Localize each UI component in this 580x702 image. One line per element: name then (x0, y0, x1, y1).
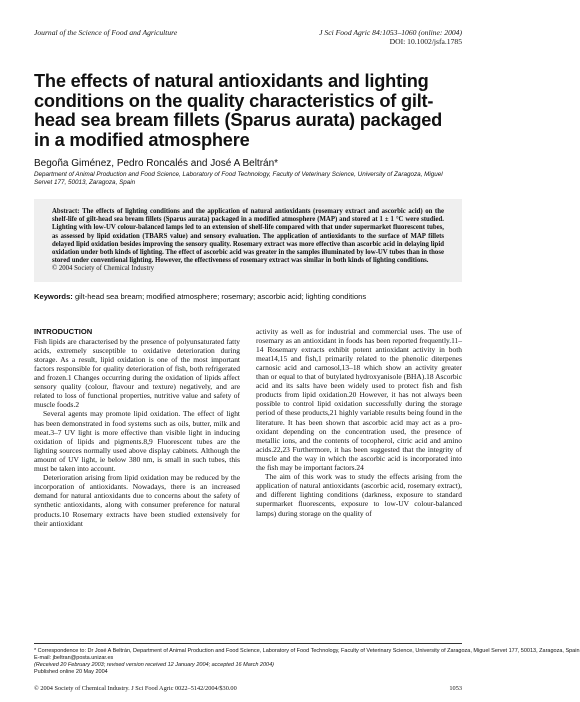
right-column (256, 327, 462, 528)
abstract-copyright: © 2004 Society of Chemical Industry (52, 265, 155, 273)
published-online: Published online 20 May 2004 (34, 668, 108, 675)
author-list: Begoña Giménez, Pedro Roncalés and José A Beltrán* (34, 158, 279, 169)
journal-citation: J Sci Food Agric 84:1053–1060 (online: 2004) (319, 28, 462, 37)
doi: DOI: 10.1002/jsfa.1785 (389, 37, 462, 46)
abstract-box (34, 199, 462, 282)
left-column (34, 327, 240, 528)
correspondence-note: * Correspondence to: Dr José A Beltrán, Department of Animal Production and Food Science, Laboratory of Food Technology, Faculty of Veterinary Science, University of Zaragoza, Miguel Servet 177, 50013, Zaragoza, Spain (34, 648, 580, 654)
section-heading-introduction: INTRODUCTION (34, 326, 93, 336)
author-affiliation: Department of Animal Production and Food Science, Laboratory of Food Technology, Faculty of Veterinary Science, University of Zaragoza, Miguel Servet 177, 50013, Zaragoza, Spain (34, 171, 443, 186)
footer-copyright: © 2004 Society of Chemical Industry. J Sci Food Agric 0022–5142/2004/$30.00 (34, 685, 237, 692)
paragraph: The aim of this work was to study the effects arising from the application of natural antioxidants (ascorbic acid, rosemary extract), and different lighting conditions (darkness, exposure to standard supermarket fluorescents, exposure to low-UV colour-balanced lamps) during storage on the quality of (256, 472, 462, 518)
body-columns (34, 327, 462, 528)
correspondence-email: E-mail: jbeltran@posta.unizar.es (34, 654, 114, 661)
keywords-label: Keywords: (34, 291, 73, 301)
footnotes (34, 643, 580, 676)
abstract-text: The effects of lighting conditions and the application of natural antioxidants (rosemary extract and ascorbic acid) on the shelf-life of gilt-head sea bream fillets (Sparus aurata) packaged in a modified atmosphere (MAP) and stored at 1 ± 1 °C were studied. Lighting with low-UV colour-balanced lamps led to an extension of shelf-life compared with that under supermarket fluorescent tubes, as assessed by lipid oxidation (TBARS value) and sensory evaluation. The application of antioxidants to the surface of MAP fillets delayed lipid oxidation besides improving the sensory quality. Rosemary extract was more effective than ascorbic acid in delaying lipid oxidation under both kinds of lighting. The effect of ascorbic acid was greater in the samples illuminated by low-UV tubes than in those stored under conventional lighting. However, the effectiveness of rosemary extract was similar in both kinds of lighting conditions. (52, 208, 444, 265)
journal-name: Journal of the Science of Food and Agriculture (34, 28, 178, 37)
keywords (34, 292, 462, 301)
paragraph: activity as well as for industrial and commercial uses. The use of rosemary as an antioxidant in foods has been reported frequently.11–14 Rosemary extracts exhibit potent antioxidant activity in both meat14,15 and fish,1 primarily related to the phenolic diterpenes carnosic acid and carnosol,13–18 which show an activity greater than or equal to that of butylated hydroxyanisole (BHA).18 Ascorbic acid and its salts have been widely used to protect fish and fish products from lipid oxidation.20 However, it has not always been possible to control lipid oxidation successfully during the storage period of these products,21 highly variable results being found in the literature. It has been shown that ascorbic acid may act as a pro-oxidant depending on the concentration used, the presence of metallic ions, and the contents of tocopherol, citric acid and amino acids.22,23 Furthermore, it has been suggested that the integrity of muscle and the way in which the ascorbic acid is incorporated into the fish may be important factors.24 (256, 326, 462, 473)
page-footer (34, 685, 462, 692)
paragraph: Fish lipids are characterised by the presence of polyunsaturated fatty acids, extremely susceptible to oxidative deterioration during storage. As a result, lipid oxidation is one of the most important factors responsible for quality deterioration of fish, both refrigerated and frozen.1 Changes occurring during the oxidation of lipids affect sensory quality (colour, flavour and texture) negatively, and are related to loss of functional properties, nutritive value and safety of muscle foods.2 (34, 336, 240, 410)
paragraph: Deterioration arising from lipid oxidation may be reduced by the incorporation of antioxidants. Nowadays, there is an increased demand for natural antioxidants due to concerns about the safety of synthetic antioxidants, along with consumer preference for natural products.10 Rosemary extracts have been studied extensively for their antioxidant (34, 473, 240, 528)
keywords-text: gilt-head sea bream; modified atmosphere; rosemary; ascorbic acid; lighting conditions (74, 291, 367, 301)
citation-block (319, 28, 462, 46)
received-dates: (Received 20 February 2003; revised version received 12 January 2004; accepted 16 March 2004) (34, 661, 274, 668)
running-head (34, 28, 462, 46)
paragraph: Several agents may promote lipid oxidation. The effect of light has been demonstrated in food systems such as oils, butter, milk and meat.3–7 UV light is more effective than visible light in inducing oxidation of lipids and pigments.8,9 Fluorescent tubes are the lighting sources normally used above display cabinets. Although the amount of UV light, ie below 380 nm, is small in such tubes, this must be taken into account. (34, 409, 240, 474)
article-title: The effects of natural antioxidants and lighting conditions on the quality characteristics of gilt-head sea bream fillets (Sparus aurata) packaged in a modified atmosphere (34, 71, 443, 150)
abstract-lead: Abstract: (52, 208, 80, 215)
page-number: 1053 (449, 685, 462, 692)
